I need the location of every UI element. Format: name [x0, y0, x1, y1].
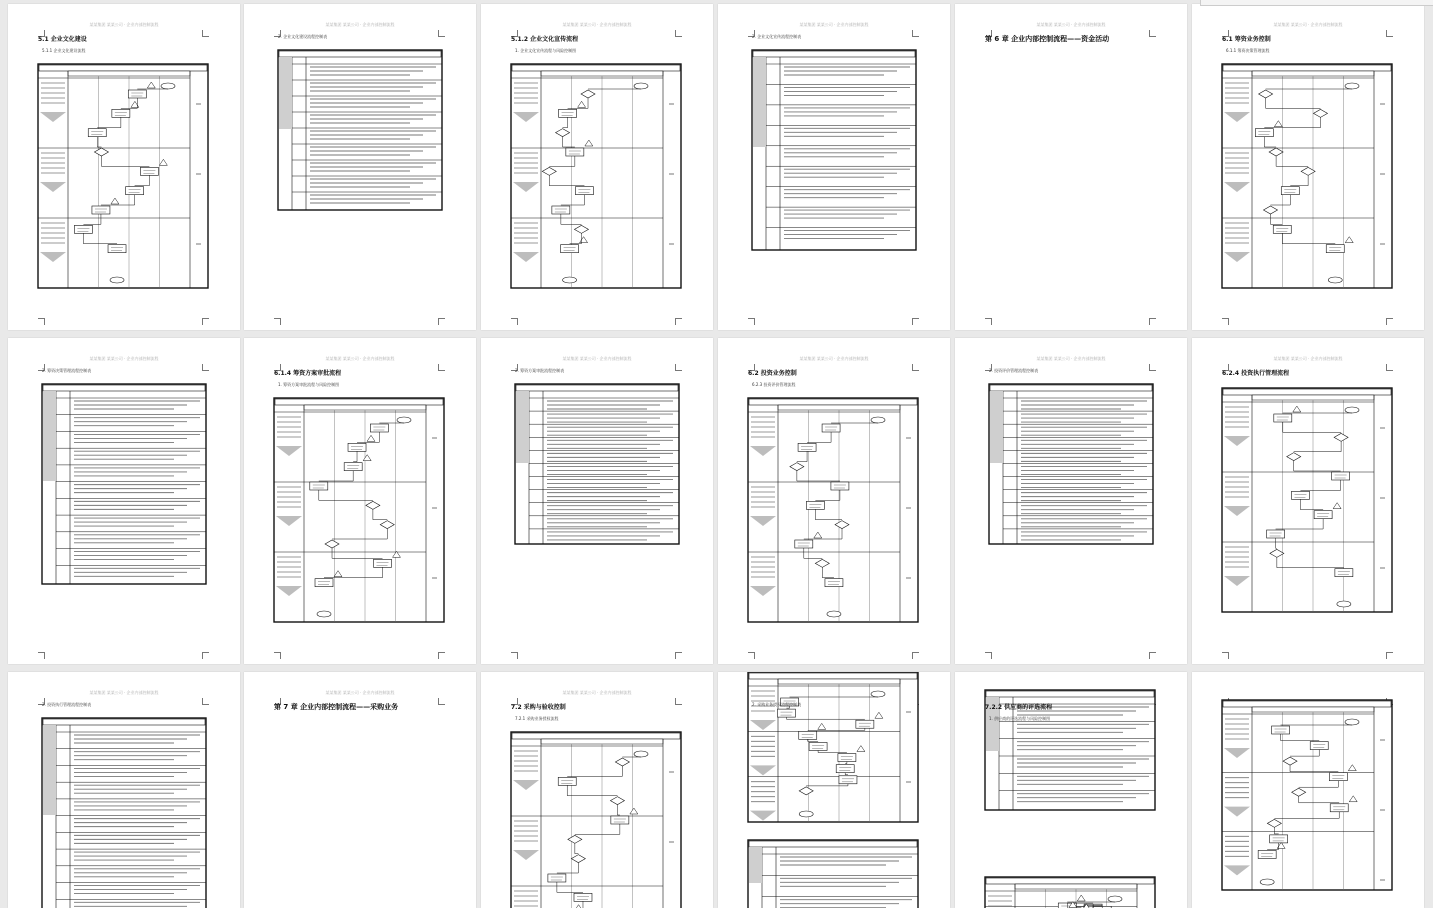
page-thumbnail[interactable] — [1192, 338, 1424, 664]
page-subtitle: 2. 筹资决策管理流程控制表 — [42, 368, 92, 373]
page-subtitle: 2. 投资评价管理流程控制表 — [989, 368, 1039, 373]
page-title: 6.2 投资业务控制 — [748, 370, 797, 377]
page-thumbnail[interactable] — [244, 338, 476, 664]
page-thumbnail[interactable] — [481, 672, 713, 908]
page-content-drawing — [1192, 672, 1424, 908]
page-subtitle: 2. 企业文化宣传流程控制表 — [752, 34, 802, 39]
page-thumbnail[interactable] — [244, 4, 476, 330]
page-header: 某某集团 某某公司 · 企业内部控制流程 — [1036, 22, 1106, 27]
page-title: 6.1 筹资业务控制 — [1222, 36, 1271, 43]
page-content-drawing — [244, 4, 476, 330]
page-header: 某某集团 某某公司 · 企业内部控制流程 — [89, 690, 159, 695]
page-content-drawing — [481, 338, 713, 664]
page-subtitle: 1. 企业文化宣传流程与风险控制图 — [515, 48, 577, 53]
page-content-drawing — [1192, 338, 1424, 664]
page-thumbnail[interactable] — [244, 672, 476, 908]
page-subtitle: 2. 企业文化建设流程控制表 — [278, 34, 328, 39]
page-subtitle: 1. 筹资方案审批流程与风险控制图 — [278, 382, 340, 387]
page-header: 某某集团 某某公司 · 企业内部控制流程 — [1273, 22, 1343, 27]
page-thumbnail[interactable] — [718, 338, 950, 664]
page-subtitle: 5.1.1 企业文化建设流程 — [42, 48, 86, 53]
page-title: 7.2.2 供应商的评选流程 — [985, 704, 1053, 711]
page-thumbnail[interactable] — [8, 338, 240, 664]
page-subtitle: 2. 投资执行管理流程控制表 — [42, 702, 92, 707]
page-title: 第 6 章 企业内部控制流程——资金活动 — [985, 35, 1110, 43]
page-header: 某某集团 某某公司 · 企业内部控制流程 — [562, 690, 632, 695]
page-header: 某某集团 某某公司 · 企业内部控制流程 — [562, 356, 632, 361]
page-header: 某某集团 某某公司 · 企业内部控制流程 — [1273, 356, 1343, 361]
page-thumbnail[interactable] — [955, 672, 1187, 908]
page-title: 6.1.4 筹资方案审批流程 — [274, 370, 342, 377]
page-header: 某某集团 某某公司 · 企业内部控制流程 — [562, 22, 632, 27]
page-edge — [1200, 0, 1433, 6]
page-title: 5.1 企业文化建设 — [38, 36, 87, 43]
page-thumbnail[interactable] — [718, 672, 950, 908]
page-content-drawing — [955, 338, 1187, 664]
page-content-drawing — [8, 338, 240, 664]
page-header: 某某集团 某某公司 · 企业内部控制流程 — [799, 356, 869, 361]
page-subtitle: 2. 采购业务授权流程控制表 — [752, 702, 802, 707]
page-thumbnail[interactable] — [955, 338, 1187, 664]
page-title: 5.1.2 企业文化宣传流程 — [511, 36, 579, 43]
page-title: 6.2.4 投资执行管理流程 — [1222, 370, 1290, 377]
page-subtitle: 2. 筹资方案审批流程控制表 — [515, 368, 565, 373]
page-thumbnail[interactable] — [955, 4, 1187, 330]
page-title: 7.2 采购与验收控制 — [511, 704, 566, 711]
page-subtitle: 7.2.1 采购业务授权流程 — [515, 716, 559, 721]
page-content-drawing — [718, 4, 950, 330]
page-header: 某某集团 某某公司 · 企业内部控制流程 — [325, 22, 395, 27]
page-thumbnail[interactable] — [1192, 672, 1424, 908]
page-thumbnail[interactable] — [481, 338, 713, 664]
page-thumbnail[interactable] — [8, 672, 240, 908]
page-thumbnail[interactable] — [481, 4, 713, 330]
page-header: 某某集团 某某公司 · 企业内部控制流程 — [89, 356, 159, 361]
page-header: 某某集团 某某公司 · 企业内部控制流程 — [799, 22, 869, 27]
page-subtitle: 1. 供应商的评选流程与风险控制图 — [989, 716, 1051, 721]
page-content-drawing — [955, 4, 1187, 330]
page-thumbnail[interactable] — [718, 4, 950, 330]
page-header: 某某集团 某某公司 · 企业内部控制流程 — [89, 22, 159, 27]
page-title: 第 7 章 企业内部控制流程——采购业务 — [274, 703, 399, 711]
page-thumbnail[interactable] — [8, 4, 240, 330]
page-thumbnail[interactable] — [1192, 4, 1424, 330]
page-header: 某某集团 某某公司 · 企业内部控制流程 — [1036, 356, 1106, 361]
page-subtitle: 6.2.3 投资评价管理流程 — [752, 382, 796, 387]
page-header: 某某集团 某某公司 · 企业内部控制流程 — [325, 690, 395, 695]
page-subtitle: 6.1.1 筹资决策管理流程 — [1226, 48, 1270, 53]
page-header: 某某集团 某某公司 · 企业内部控制流程 — [325, 356, 395, 361]
